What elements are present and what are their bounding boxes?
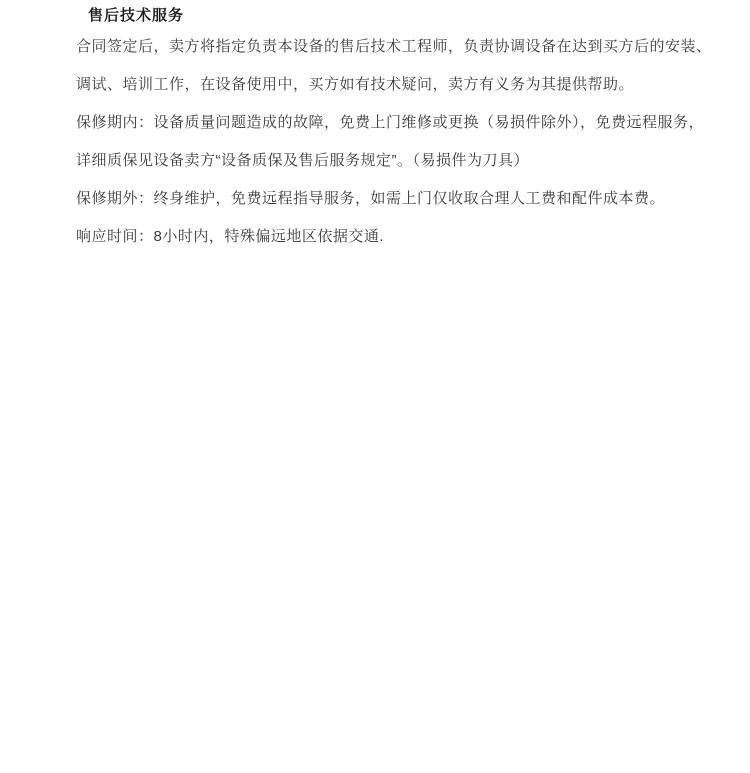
document-body: [0, 28, 750, 256]
text-line: 调试、培训工作，在设备使用中，买方如有技术疑问，卖方有义务为其提供帮助。: [76, 76, 635, 93]
text-line: 响应时间：8小时内，特殊偏远地区依据交通.: [76, 228, 385, 245]
text-line: 保修期内：设备质量问题造成的故障，免费上门维修或更换（易损件除外），免费远程服务，: [76, 114, 705, 131]
text-line: 详细质保见设备卖方“设备质保及售后服务规定”。（易损件为刀具）: [76, 152, 529, 169]
text-line: 保修期外：终身维护，免费远程指导服务，如需上门仅收取合理人工费和配件成本费。: [76, 190, 666, 207]
text-line: 合同签定后，卖方将指定负责本设备的售后技术工程师，负责协调设备在达到买方后的安装、: [76, 38, 712, 55]
page-title: 售后技术服务: [88, 7, 185, 24]
